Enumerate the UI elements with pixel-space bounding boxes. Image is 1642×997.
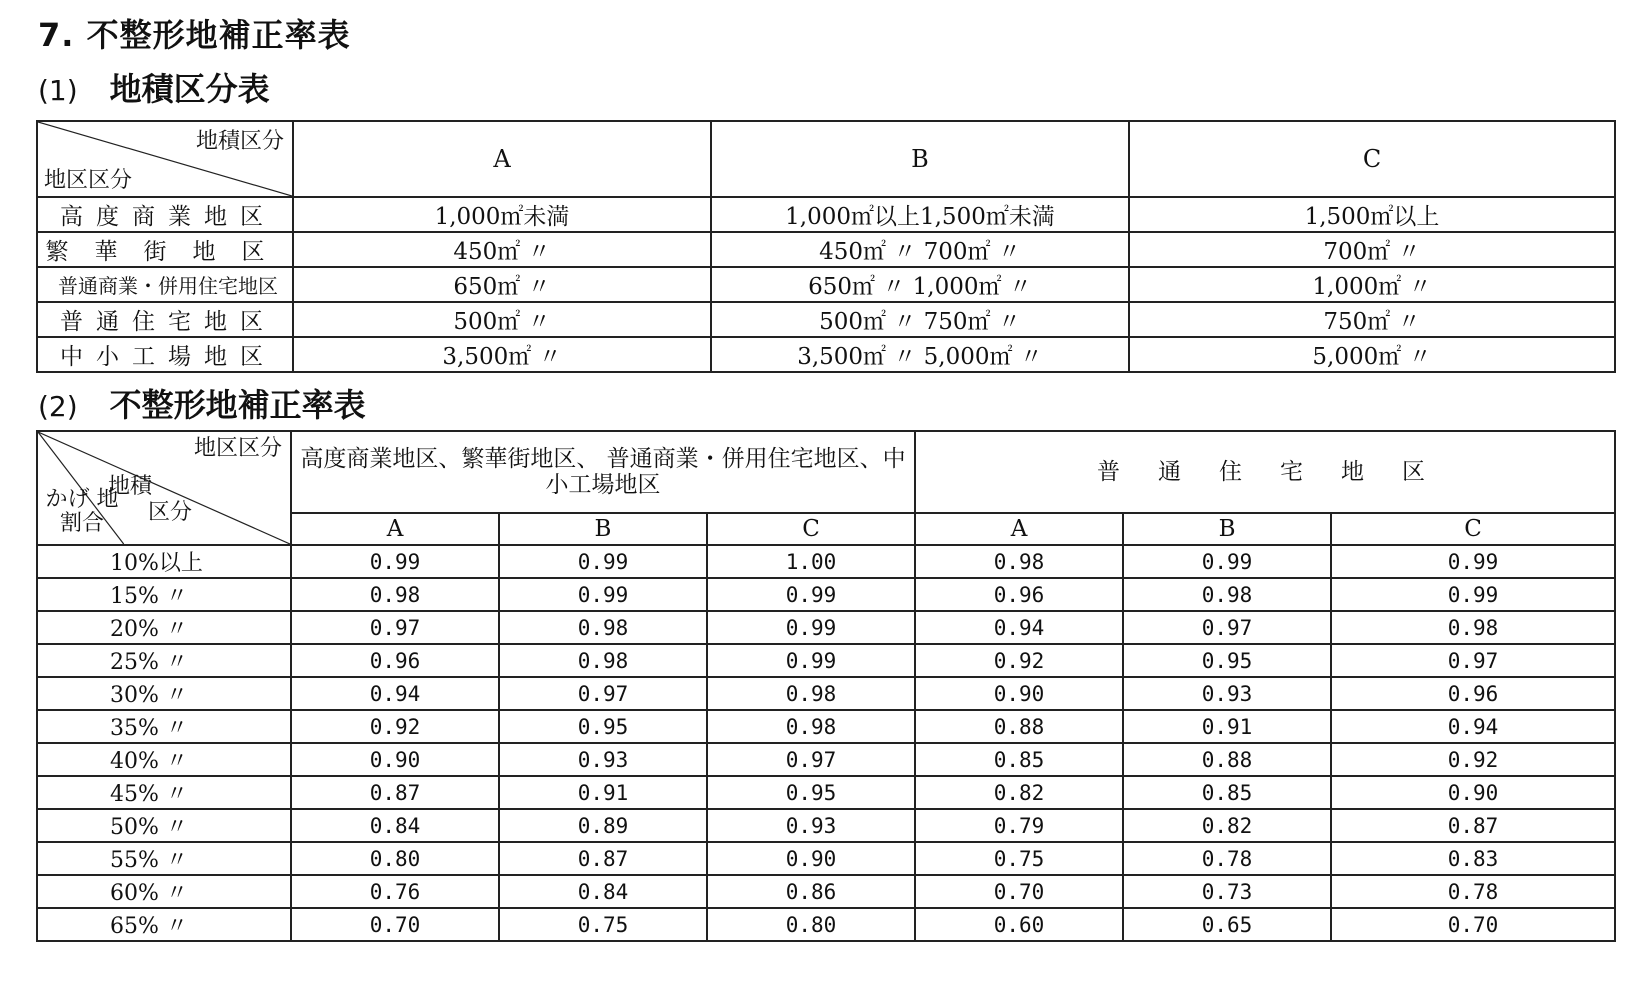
table-cell: 0.78 — [1331, 875, 1615, 908]
table-cell: 0.96 — [291, 644, 499, 677]
section-1-heading — [38, 64, 270, 110]
row-label: 60% 〃 — [37, 875, 291, 908]
table-cell: 0.92 — [1331, 743, 1615, 776]
table-cell: 1,500㎡以上 — [1129, 197, 1615, 232]
table-cell: 0.70 — [291, 908, 499, 941]
row-label: 15% 〃 — [37, 578, 291, 611]
row-label: 中小工場地区 — [37, 337, 293, 372]
row-label: 10%以上 — [37, 545, 291, 578]
table-cell: 0.97 — [707, 743, 915, 776]
table-cell: 0.65 — [1123, 908, 1331, 941]
table-cell: 0.90 — [291, 743, 499, 776]
row-label: 繁華街地区 — [37, 232, 293, 267]
table-cell: 0.96 — [1331, 677, 1615, 710]
table-cell: 500㎡ 〃 — [293, 302, 711, 337]
table-row — [37, 743, 1615, 776]
table-cell: 0.98 — [707, 677, 915, 710]
table-cell: 0.98 — [1331, 611, 1615, 644]
column-header: A — [291, 513, 499, 545]
table-cell: 0.91 — [499, 776, 707, 809]
table-cell: 0.98 — [499, 611, 707, 644]
table-cell: 0.96 — [915, 578, 1123, 611]
table-row — [37, 644, 1615, 677]
row-label: 50% 〃 — [37, 809, 291, 842]
table-cell: 5,000㎡ 〃 — [1129, 337, 1615, 372]
table-cell: 0.94 — [291, 677, 499, 710]
table-cell: 0.92 — [915, 644, 1123, 677]
table-cell: 0.90 — [707, 842, 915, 875]
table-row — [37, 578, 1615, 611]
table-cell: 500㎡ 〃 750㎡ 〃 — [711, 302, 1129, 337]
table-cell: 0.93 — [707, 809, 915, 842]
table-row — [37, 337, 1615, 372]
table-cell: 0.95 — [499, 710, 707, 743]
table-cell: 1.00 — [707, 545, 915, 578]
column-header: A — [915, 513, 1123, 545]
column-header: B — [711, 121, 1129, 197]
row-label: 普通住宅地区 — [37, 302, 293, 337]
corner-mid-label: 地積 — [108, 474, 153, 499]
irregular-land-correction-table — [36, 430, 1616, 942]
table-cell: 0.78 — [1123, 842, 1331, 875]
table-cell: 0.99 — [499, 545, 707, 578]
group-header-residential: 普通住宅地区 — [915, 431, 1615, 513]
row-label: 高度商業地区 — [37, 197, 293, 232]
table-cell: 0.97 — [291, 611, 499, 644]
table-row — [37, 611, 1615, 644]
land-area-classification-table — [36, 120, 1616, 373]
row-label: 30% 〃 — [37, 677, 291, 710]
table-cell: 1,000㎡未満 — [293, 197, 711, 232]
table-body — [37, 545, 1615, 941]
table-cell: 650㎡ 〃 1,000㎡ 〃 — [711, 267, 1129, 302]
table-cell: 0.87 — [1331, 809, 1615, 842]
table-cell: 0.82 — [915, 776, 1123, 809]
column-header: B — [1123, 513, 1331, 545]
table-cell: 0.76 — [291, 875, 499, 908]
table-cell: 0.98 — [291, 578, 499, 611]
table-cell: 0.86 — [707, 875, 915, 908]
row-label: 45% 〃 — [37, 776, 291, 809]
table-cell: 0.88 — [1123, 743, 1331, 776]
table-cell: 0.94 — [915, 611, 1123, 644]
table-cell: 750㎡ 〃 — [1129, 302, 1615, 337]
table-header-row — [37, 121, 1615, 197]
column-header: C — [1129, 121, 1615, 197]
table-cell: 0.99 — [1331, 578, 1615, 611]
table-cell: 0.80 — [707, 908, 915, 941]
table-cell: 0.93 — [499, 743, 707, 776]
table-cell: 0.99 — [707, 611, 915, 644]
row-label: 40% 〃 — [37, 743, 291, 776]
row-label: 20% 〃 — [37, 611, 291, 644]
row-label: 25% 〃 — [37, 644, 291, 677]
table-row — [37, 677, 1615, 710]
section-1-number: (1) — [38, 74, 78, 107]
corner-header-cell — [37, 431, 291, 545]
table-cell: 0.97 — [1331, 644, 1615, 677]
table-row — [37, 908, 1615, 941]
table-cell: 0.90 — [915, 677, 1123, 710]
section-2-number: (2) — [38, 390, 78, 423]
table-cell: 1,000㎡以上1,500㎡未満 — [711, 197, 1129, 232]
table-cell: 0.85 — [1123, 776, 1331, 809]
table-cell: 0.70 — [915, 875, 1123, 908]
column-header: B — [499, 513, 707, 545]
table-cell: 0.87 — [291, 776, 499, 809]
table-row — [37, 267, 1615, 302]
table-cell: 0.89 — [499, 809, 707, 842]
row-label: 35% 〃 — [37, 710, 291, 743]
table-cell: 0.99 — [291, 545, 499, 578]
table-cell: 650㎡ 〃 — [293, 267, 711, 302]
table-cell: 0.91 — [1123, 710, 1331, 743]
section-1-title: 地積区分表 — [109, 70, 270, 108]
table-cell: 0.75 — [499, 908, 707, 941]
corner-top-label: 地区区分 — [193, 436, 282, 461]
table-row — [37, 232, 1615, 267]
table-cell: 0.98 — [707, 710, 915, 743]
table-cell: 3,500㎡ 〃 5,000㎡ 〃 — [711, 337, 1129, 372]
table-row — [37, 842, 1615, 875]
table-cell: 0.98 — [1123, 578, 1331, 611]
table-cell: 0.98 — [915, 545, 1123, 578]
table-cell: 3,500㎡ 〃 — [293, 337, 711, 372]
table-row — [37, 197, 1615, 232]
table-cell: 450㎡ 〃 700㎡ 〃 — [711, 232, 1129, 267]
table-cell: 0.60 — [915, 908, 1123, 941]
table-row — [37, 776, 1615, 809]
table-cell: 0.99 — [1331, 545, 1615, 578]
table-cell: 450㎡ 〃 — [293, 232, 711, 267]
table-cell: 700㎡ 〃 — [1129, 232, 1615, 267]
corner-header-cell — [37, 121, 293, 197]
table-cell: 0.92 — [291, 710, 499, 743]
table-row — [37, 302, 1615, 337]
table-cell: 0.98 — [499, 644, 707, 677]
corner-bottom-label: 地区区分 — [44, 168, 133, 193]
group-header-commercial: 高度商業地区、繁華街地区、 普通商業・併用住宅地区、中小工場地区 — [291, 431, 915, 513]
table-cell: 0.80 — [291, 842, 499, 875]
table-cell: 0.70 — [1331, 908, 1615, 941]
table-cell: 0.99 — [499, 578, 707, 611]
corner-top-label: 地積区分 — [195, 129, 284, 154]
page-title: 7. 不整形地補正率表 — [38, 16, 351, 54]
table-cell: 0.97 — [1123, 611, 1331, 644]
table-cell: 0.90 — [1331, 776, 1615, 809]
table-cell: 0.99 — [707, 578, 915, 611]
table-cell: 0.94 — [1331, 710, 1615, 743]
table-cell: 0.95 — [1123, 644, 1331, 677]
table-cell: 0.99 — [1123, 545, 1331, 578]
table-cell: 0.84 — [291, 809, 499, 842]
row-label: 55% 〃 — [37, 842, 291, 875]
table-cell: 0.88 — [915, 710, 1123, 743]
table-cell: 0.99 — [707, 644, 915, 677]
column-header: A — [293, 121, 711, 197]
table-row — [37, 875, 1615, 908]
row-label: 65% 〃 — [37, 908, 291, 941]
table-cell: 1,000㎡ 〃 — [1129, 267, 1615, 302]
table-cell: 0.83 — [1331, 842, 1615, 875]
table-header-row — [37, 431, 1615, 513]
table-row — [37, 710, 1615, 743]
section-2-heading — [38, 380, 366, 426]
column-header: C — [707, 513, 915, 545]
table-cell: 0.75 — [915, 842, 1123, 875]
table-cell: 0.84 — [499, 875, 707, 908]
table-cell: 0.87 — [499, 842, 707, 875]
column-header: C — [1331, 513, 1615, 545]
table-row — [37, 545, 1615, 578]
table-cell: 0.97 — [499, 677, 707, 710]
table-cell: 0.82 — [1123, 809, 1331, 842]
table-cell: 0.85 — [915, 743, 1123, 776]
section-2-title: 不整形地補正率表 — [109, 386, 366, 424]
table-cell: 0.93 — [1123, 677, 1331, 710]
table-cell: 0.73 — [1123, 875, 1331, 908]
table-row — [37, 809, 1615, 842]
table-cell: 0.79 — [915, 809, 1123, 842]
corner-mid-label-2: 区分 — [148, 500, 193, 525]
row-label: 普通商業・併用住宅地区 — [37, 267, 293, 302]
corner-bottom-label: かげ 地割合 — [45, 487, 119, 536]
table-cell: 0.95 — [707, 776, 915, 809]
